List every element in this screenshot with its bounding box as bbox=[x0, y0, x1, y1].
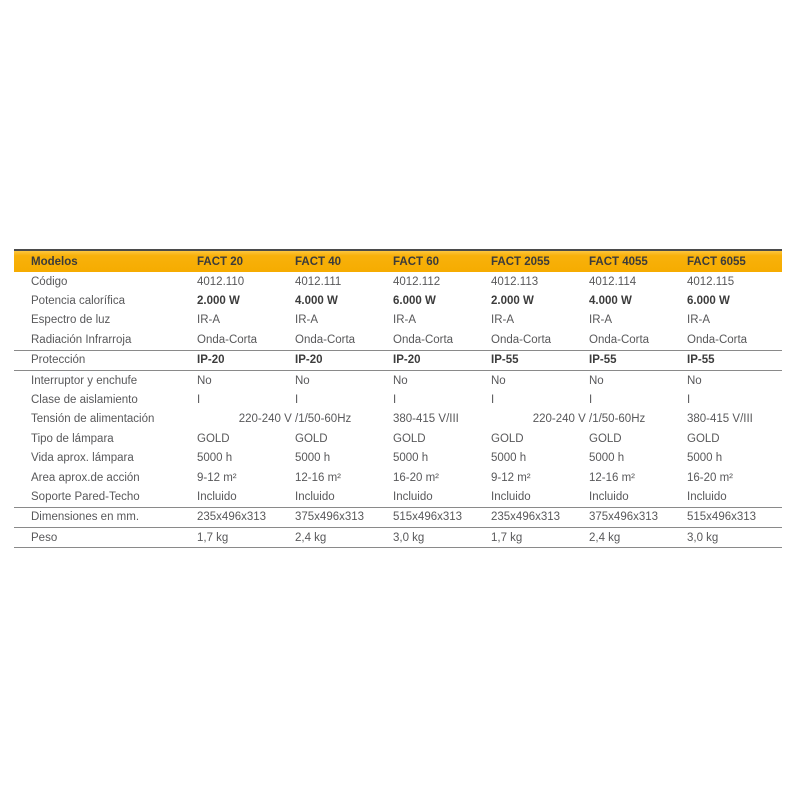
spec-row-dimensiones-en-mm bbox=[14, 507, 782, 527]
cell: IP-55 bbox=[687, 350, 782, 370]
row-label: Tensión de alimentación bbox=[31, 413, 155, 426]
spec-row-vida-aprox-lampara bbox=[14, 449, 782, 468]
cell: 515x496x313 bbox=[393, 507, 491, 527]
spec-table bbox=[14, 249, 782, 548]
cell: I bbox=[589, 394, 593, 407]
cell: GOLD bbox=[197, 432, 230, 445]
cell: GOLD bbox=[295, 432, 328, 445]
cell: IR-A bbox=[687, 314, 710, 327]
cell: IP-55 bbox=[491, 350, 589, 370]
cell: No bbox=[687, 370, 782, 390]
row-label: Potencia calorífica bbox=[31, 295, 125, 308]
cell: 12-16 m² bbox=[589, 471, 636, 484]
cell: 375x496x313 bbox=[295, 507, 393, 527]
cell: I bbox=[197, 394, 201, 407]
row-label: Clase de aislamiento bbox=[31, 394, 138, 407]
cell: Incluido bbox=[197, 490, 237, 503]
spec-row-tension-de-alimentacion bbox=[14, 410, 782, 429]
row-label: Peso bbox=[14, 528, 197, 548]
cell: 9-12 m² bbox=[491, 471, 531, 484]
cell: No bbox=[295, 370, 393, 390]
cell: 5000 h bbox=[295, 452, 331, 465]
cell: Incluido bbox=[393, 490, 433, 503]
cell: Onda-Corta bbox=[197, 333, 258, 346]
cell: 5000 h bbox=[393, 452, 429, 465]
cell: No bbox=[393, 370, 491, 390]
cell: GOLD bbox=[393, 432, 426, 445]
spec-row-peso bbox=[14, 528, 782, 548]
row-label: Protección bbox=[14, 350, 197, 370]
cell: 4012.110 bbox=[197, 275, 245, 288]
cell: No bbox=[197, 370, 295, 390]
cell: GOLD bbox=[589, 432, 622, 445]
cell: 3,0 kg bbox=[687, 528, 782, 548]
cell: IP-20 bbox=[295, 350, 393, 370]
cell: No bbox=[589, 370, 687, 390]
cell: Incluido bbox=[491, 490, 531, 503]
cell: No bbox=[491, 370, 589, 390]
cell: 6.000 W bbox=[687, 295, 730, 308]
cell: 4012.111 bbox=[295, 275, 342, 288]
row-label: Interruptor y enchufe bbox=[14, 370, 197, 390]
row-label: Espectro de luz bbox=[31, 314, 111, 327]
cell: Onda-Corta bbox=[687, 333, 748, 346]
cell: 16-20 m² bbox=[687, 471, 734, 484]
cell: Onda-Corta bbox=[589, 333, 650, 346]
cell: 4012.114 bbox=[589, 275, 637, 288]
cell: 4.000 W bbox=[589, 295, 632, 308]
cell: Incluido bbox=[295, 490, 335, 503]
cell: 380-415 V/III bbox=[687, 413, 753, 426]
spec-row-espectro-de-luz bbox=[14, 311, 782, 330]
cell: IR-A bbox=[295, 314, 318, 327]
cell: Incluido bbox=[687, 490, 727, 503]
models-header-row bbox=[14, 250, 782, 272]
cell: Incluido bbox=[589, 490, 629, 503]
cell: 235x496x313 bbox=[491, 507, 589, 527]
row-label: Area aprox.de acción bbox=[31, 471, 140, 484]
cell: GOLD bbox=[687, 432, 720, 445]
row-label: Vida aprox. lámpara bbox=[31, 452, 134, 465]
spec-row-tipo-de-lampara bbox=[14, 429, 782, 448]
row-label: Dimensiones en mm. bbox=[14, 507, 197, 527]
cell: 375x496x313 bbox=[589, 507, 687, 527]
model-column-header: FACT 2055 bbox=[491, 250, 589, 272]
cell: 6.000 W bbox=[393, 295, 436, 308]
cell: 2,4 kg bbox=[589, 528, 687, 548]
cell: 5000 h bbox=[589, 452, 625, 465]
spec-row-area-aprox-de-accion bbox=[14, 468, 782, 487]
row-label: Soporte Pared-Techo bbox=[31, 490, 140, 503]
cell: 235x496x313 bbox=[197, 507, 295, 527]
cell: 4012.115 bbox=[687, 275, 735, 288]
cell: 2.000 W bbox=[491, 295, 534, 308]
cell: 1,7 kg bbox=[197, 528, 295, 548]
cell: 380-415 V/III bbox=[393, 413, 459, 426]
row-label: Radiación Infrarroja bbox=[31, 333, 132, 346]
cell: 4012.112 bbox=[393, 275, 441, 288]
cell: I bbox=[687, 394, 691, 407]
model-column-header: FACT 60 bbox=[393, 250, 491, 272]
cell: Onda-Corta bbox=[393, 333, 454, 346]
models-header-label: Modelos bbox=[14, 250, 197, 272]
cell: GOLD bbox=[491, 432, 524, 445]
model-column-header: FACT 6055 bbox=[687, 250, 782, 272]
cell: IR-A bbox=[491, 314, 514, 327]
cell: IR-A bbox=[197, 314, 220, 327]
cell: I bbox=[491, 394, 495, 407]
spec-row-proteccion bbox=[14, 350, 782, 370]
cell: Onda-Corta bbox=[491, 333, 552, 346]
spec-row-radiacion-infrarroja bbox=[14, 330, 782, 350]
spec-row-soporte-pared-techo bbox=[14, 487, 782, 507]
cell: 2.000 W bbox=[197, 295, 240, 308]
cell: IP-55 bbox=[589, 350, 687, 370]
spec-row-codigo bbox=[14, 272, 782, 291]
cell: 5000 h bbox=[687, 452, 723, 465]
cell: 515x496x313 bbox=[687, 507, 782, 527]
cell: 16-20 m² bbox=[393, 471, 440, 484]
cell: I bbox=[295, 394, 299, 407]
cell: IR-A bbox=[589, 314, 612, 327]
cell: 4012.113 bbox=[491, 275, 539, 288]
cell: 5000 h bbox=[491, 452, 527, 465]
row-label: Código bbox=[31, 275, 68, 288]
model-column-header: FACT 20 bbox=[197, 250, 295, 272]
spec-row-interruptor-y-enchufe bbox=[14, 370, 782, 390]
cell: 220-240 V /1/50-60Hz bbox=[238, 413, 352, 426]
cell: 3,0 kg bbox=[393, 528, 491, 548]
model-column-header: FACT 40 bbox=[295, 250, 393, 272]
cell: 5000 h bbox=[197, 452, 233, 465]
row-label: Tipo de lámpara bbox=[31, 432, 114, 445]
cell: 4.000 W bbox=[295, 295, 338, 308]
model-column-header: FACT 4055 bbox=[589, 250, 687, 272]
cell: 220-240 V /1/50-60Hz bbox=[532, 413, 646, 426]
cell: Onda-Corta bbox=[295, 333, 356, 346]
cell: I bbox=[393, 394, 397, 407]
cell: 2,4 kg bbox=[295, 528, 393, 548]
cell: 12-16 m² bbox=[295, 471, 342, 484]
cell: 9-12 m² bbox=[197, 471, 237, 484]
spec-table-body bbox=[14, 272, 782, 548]
spec-row-clase-de-aislamiento bbox=[14, 390, 782, 409]
cell: IP-20 bbox=[197, 350, 295, 370]
cell: 1,7 kg bbox=[491, 528, 589, 548]
cell: IR-A bbox=[393, 314, 416, 327]
cell: IP-20 bbox=[393, 350, 491, 370]
spec-row-potencia-calorifica bbox=[14, 291, 782, 310]
